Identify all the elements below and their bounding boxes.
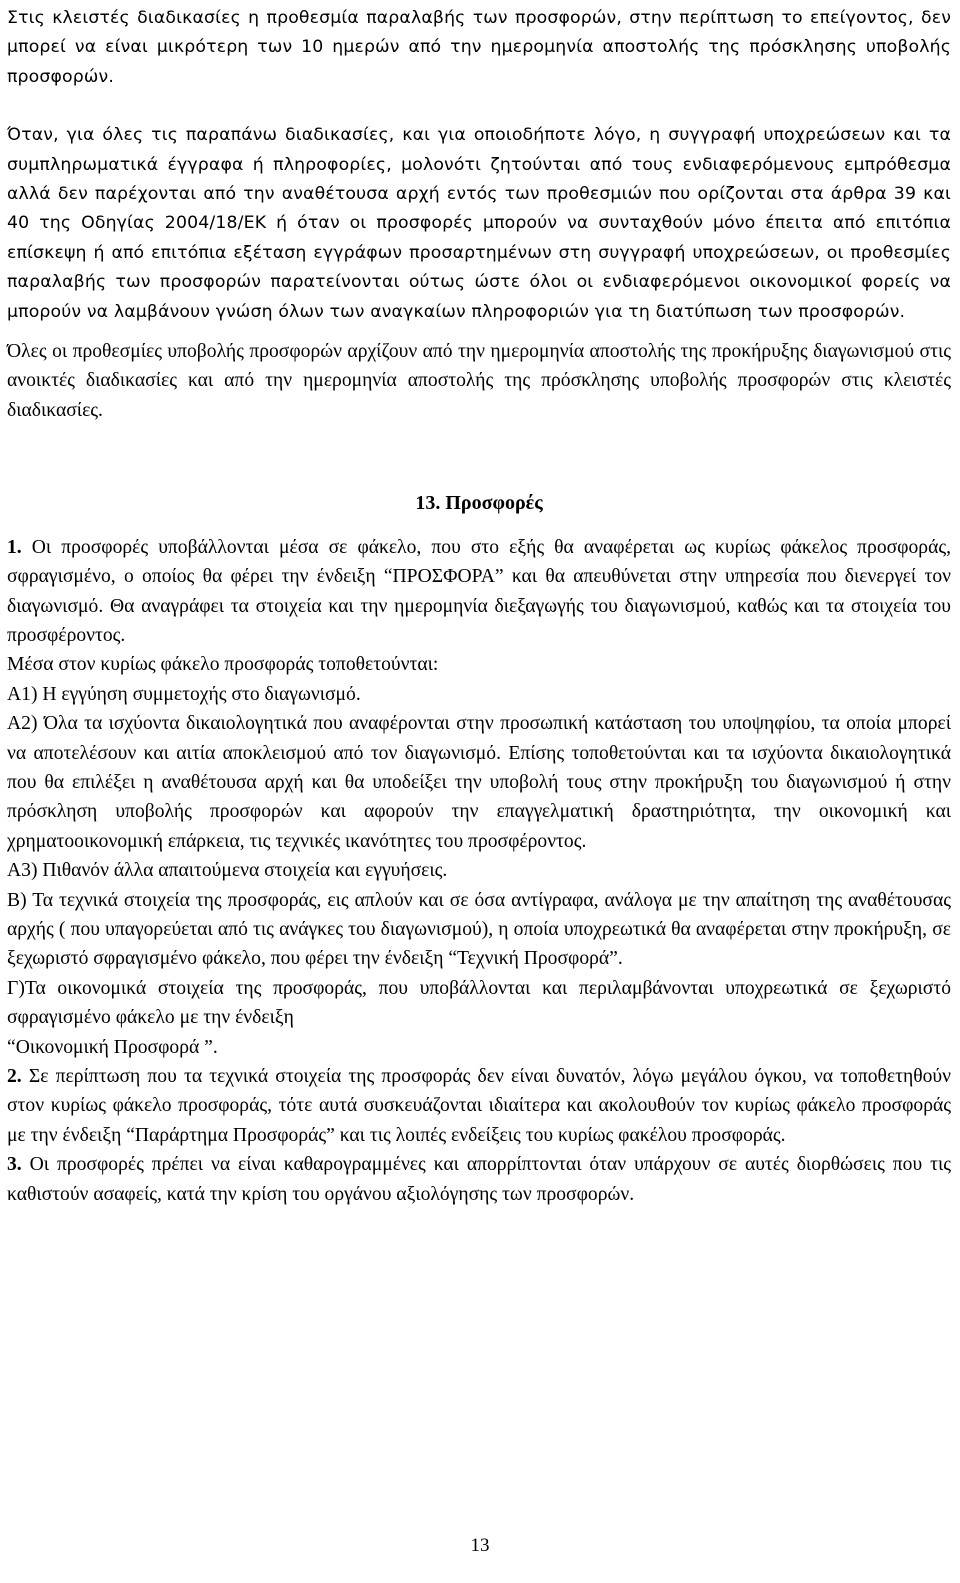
item-1-line: Α1) Η εγγύηση συμμετοχής στο διαγωνισμό.	[7, 683, 361, 705]
item-2-number: 2.	[7, 1066, 22, 1087]
paragraph-extension-deadlines: Όταν, για όλες τις παραπάνω διαδικασίες, και για οποιοδήποτε λόγο, η συγγραφή υποχρεώσεων και τα συμπληρωματικά έγγραφα ή πληροφορίες, μολονότι ζητούνται από τους ενδιαφερόμενους εμπρόθεσμα αλλά δεν παρέχονται από την αναθέτουσα αρχή εντός των προθεσμιών που ορίζονται στα άρθρα 39 και 40 της Οδηγίας 2004/18/ΕΚ ή όταν οι προσφορές μπορούν να συνταχθούν μόνο έπειτα από επιτόπια επίσκεψη ή από επιτόπια εξέταση εγγράφων προσαρτημένων στη συγγραφή υποχρεώσεων, οι προθεσμίες παραλαβής των προσφορών παρατείνονται ούτως ώστε όλοι οι ενδιαφερόμενοι οικονομικοί φορείς να μπορούν να λαμβάνουν γνώση όλων των αναγκαίων πληροφοριών για τη διατύπωση των προσφορών.	[7, 125, 951, 322]
item-2	[7, 1062, 951, 1150]
item-2-paragraph	[7, 1062, 951, 1150]
paragraph-deadline-start: Όλες οι προθεσμίες υποβολής προσφορών αρχίζουν από την ημερομηνία αποστολής της προκήρυξης διαγωνισμού στις ανοικτές διαδικασίες και από την ημερομηνία αποστολής της πρόσκλησης υποβολής προσφορών στις κλειστές διαδικασίες.	[7, 341, 951, 421]
item-1-text: Οι προσφορές υποβάλλονται μέσα σε φάκελο, που στο εξής θα αναφέρεται ως κυρίως φάκελος προσφοράς, σφραγισμένο, ο οποίος θα φέρει την ένδειξη “ΠΡΟΣΦΟΡΑ” και θα απευθύνεται στην υπηρεσία που διενεργεί τον διαγωνισμό. Θα αναγράφει τα στοιχεία και την ημερομηνία διεξαγωγής του διαγωνισμού, καθώς και τα στοιχεία του προσφέροντος.	[7, 536, 951, 646]
item-3-paragraph	[7, 1150, 951, 1209]
document-page	[7, 4, 951, 1209]
item-1	[7, 533, 951, 1062]
item-1-b: Β) Τα τεχνικά στοιχεία της προσφοράς, εις απλούν και σε όσα αντίγραφα, ανάλογα με την απαίτηση της αναθέτουσας αρχής ( που υπαγορεύεται από τις ανάγκες του διαγωνισμού), η οποία υποχρεωτικά θα αναφέρεται στην προκήρυξη, σε ξεχωριστό σφραγισμένο φάκελο, που φέρει την ένδειξη “Τεχνική Προσφορά”.	[7, 889, 951, 970]
item-2-text: Σε περίπτωση που τα τεχνικά στοιχεία της προσφοράς δεν είναι δυνατόν, λόγω μεγάλου όγκου, να τοποθετηθούν στον κυρίως φάκελο προσφοράς, τότε αυτά συσκευάζονται ιδιαίτερα και ακολουθούν τον κυρίως φάκελο προσφοράς με την ένδειξη “Παράρτημα Προσφοράς” και τις λοιπές ενδείξεις του κυρίως φακέλου προσφοράς.	[7, 1066, 951, 1146]
item-3	[7, 1150, 951, 1209]
item-1-a3: Α3) Πιθανόν άλλα απαιτούμενα στοιχεία και εγγυήσεις.	[7, 860, 448, 882]
item-1-line: Μέσα στον κυρίως φάκελο προσφοράς τοποθετούνται:	[7, 654, 439, 676]
item-1-c-label: “Οικονομική Προσφορά ”.	[7, 1036, 218, 1058]
item-1-c: Γ)Τα οικονομικά στοιχεία της προσφοράς, που υποβάλλονται και περιλαμβάνονται υποχρεωτικά σε ξεχωριστό σφραγισμένο φάκελο με την ένδειξη	[7, 977, 951, 1029]
section-heading: 13. Προσφορές	[415, 492, 543, 515]
item-1-paragraph	[7, 533, 951, 651]
item-3-text: Οι προσφορές πρέπει να είναι καθαρογραμμένες και απορρίπτονται όταν υπάρχουν σε αυτές διορθώσεις που τις καθιστούν ασαφείς, κατά την κρίση του οργάνου αξιολόγησης των προσφορών.	[7, 1154, 951, 1205]
item-3-number: 3.	[7, 1154, 22, 1176]
item-1-number: 1.	[7, 536, 22, 558]
item-1-a2: Α2) Όλα τα ισχύοντα δικαιολογητικά που αναφέρονται στην προσωπική κατάσταση του υποψηφίου, τα οποία μπορεί να αποτελέσουν και αιτία αποκλεισμού από τον διαγωνισμό. Επίσης τοποθετούνται και τα ισχύοντα δικαιολογητικά που θα επιλέξει η αναθέτουσα αρχή και θα υποδείξει την υποβολή τους στην προκήρυξη του διαγωνισμού ή στην πρόσκληση υποβολής προσφορών και αφορούν την επαγγελματική δραστηριότητα, την οικονομική και χρηματοοικονομική επάρκεια, τις τεχνικές ικανότητες του προσφέροντος.	[7, 713, 951, 852]
page-number: 13	[470, 1535, 490, 1556]
paragraph-restricted-deadline: Στις κλειστές διαδικασίες η προθεσμία παραλαβής των προσφορών, στην περίπτωση το επείγοντος, δεν μπορεί να είναι μικρότερη των 10 ημερών από την ημερομηνία αποστολής της πρόσκλησης υποβολής προσφορών.	[7, 8, 951, 87]
